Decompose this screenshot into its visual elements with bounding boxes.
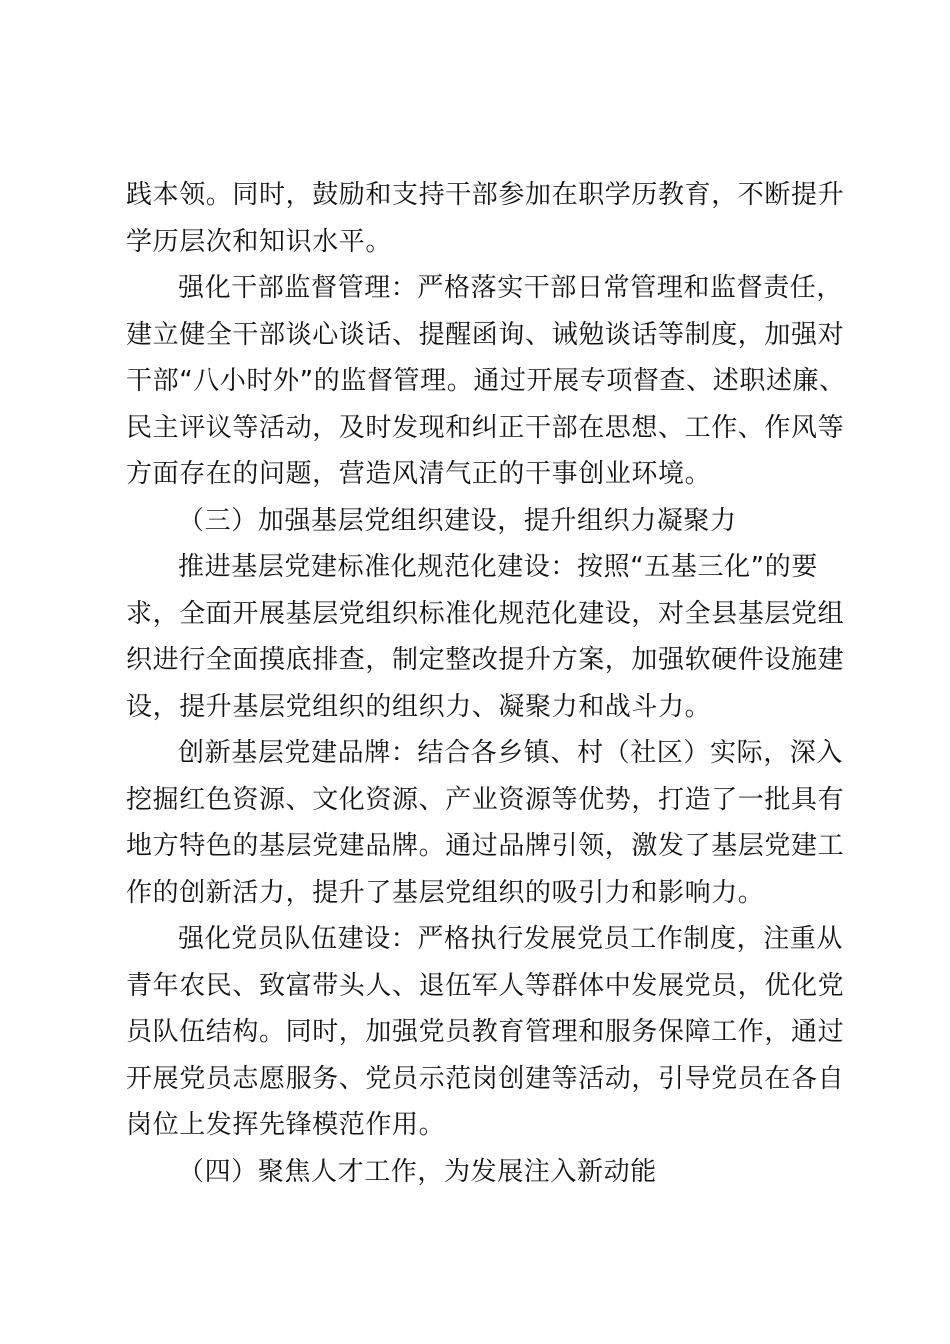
- paragraph-cadre-supervision: [126, 265, 846, 498]
- text-line: （三）加强基层党组织建设，提升组织力凝聚力: [178, 505, 737, 536]
- text-line: 践本领。同时，鼓励和支持干部参加在职学历教育，不断提升: [126, 180, 845, 210]
- text-line: 强化党员队伍建设：严格执行发展党员工作制度，注重从: [178, 924, 844, 954]
- paragraph-member-team: [126, 916, 845, 1149]
- text-line: 推进基层党建标准化规范化建设：按照“五基三化”的要: [178, 552, 818, 582]
- text-line: 开展党员志愿服务、党员示范岗创建等活动，引导党员在各自: [126, 1063, 845, 1094]
- text-line: 创新基层党建品牌：结合各乡镇、村（社区）实际，深入: [178, 738, 844, 768]
- text-line: 作的创新活力，提升了基层党组织的吸引力和影响力。: [126, 877, 765, 908]
- text-line: 地方特色的基层党建品牌。通过品牌引领，激发了基层党建工: [126, 831, 845, 861]
- text-line: 建立健全干部谈心谈话、提醒函询、诫勉谈话等制度，加强对: [126, 319, 845, 350]
- section-heading-3: [126, 498, 832, 545]
- text-line: 民主评议等活动，及时发现和纠正干部在思想、工作、作风等: [126, 412, 845, 443]
- text-line: 学历层次和知识水平。: [126, 226, 393, 257]
- text-line: 设，提升基层党组织的组织力、凝聚力和战斗力。: [126, 691, 712, 722]
- paragraph-brand-innovation: [126, 730, 845, 916]
- text-line: 岗位上发挥先锋模范作用。: [126, 1110, 446, 1140]
- text-line: （四）聚焦人才工作，为发展注入新动能: [178, 1156, 657, 1187]
- text-line: 挖掘红色资源、文化资源、产业资源等优势，打造了一批具有: [126, 784, 845, 815]
- text-line: 干部“八小时外”的监督管理。通过开展专项督查、述职述廉、: [126, 366, 846, 396]
- text-line: 求，全面开展基层党组织标准化规范化建设，对全县基层党组: [126, 598, 845, 629]
- text-line: 青年农民、致富带头人、退伍军人等群体中发展党员，优化党: [126, 970, 845, 1001]
- text-line: 员队伍结构。同时，加强党员教育管理和服务保障工作，通过: [126, 1017, 845, 1047]
- document-body: [126, 172, 846, 1195]
- text-line: 方面存在的问题，营造风清气正的干事创业环境。: [126, 459, 712, 489]
- section-heading-4: [126, 1149, 832, 1196]
- paragraph-continuation: [126, 172, 845, 265]
- text-line: 强化干部监督管理：严格落实干部日常管理和监督责任，: [178, 273, 844, 303]
- paragraph-standardization: [126, 544, 845, 730]
- text-line: 织进行全面摸底排查，制定整改提升方案，加强软硬件设施建: [126, 645, 845, 675]
